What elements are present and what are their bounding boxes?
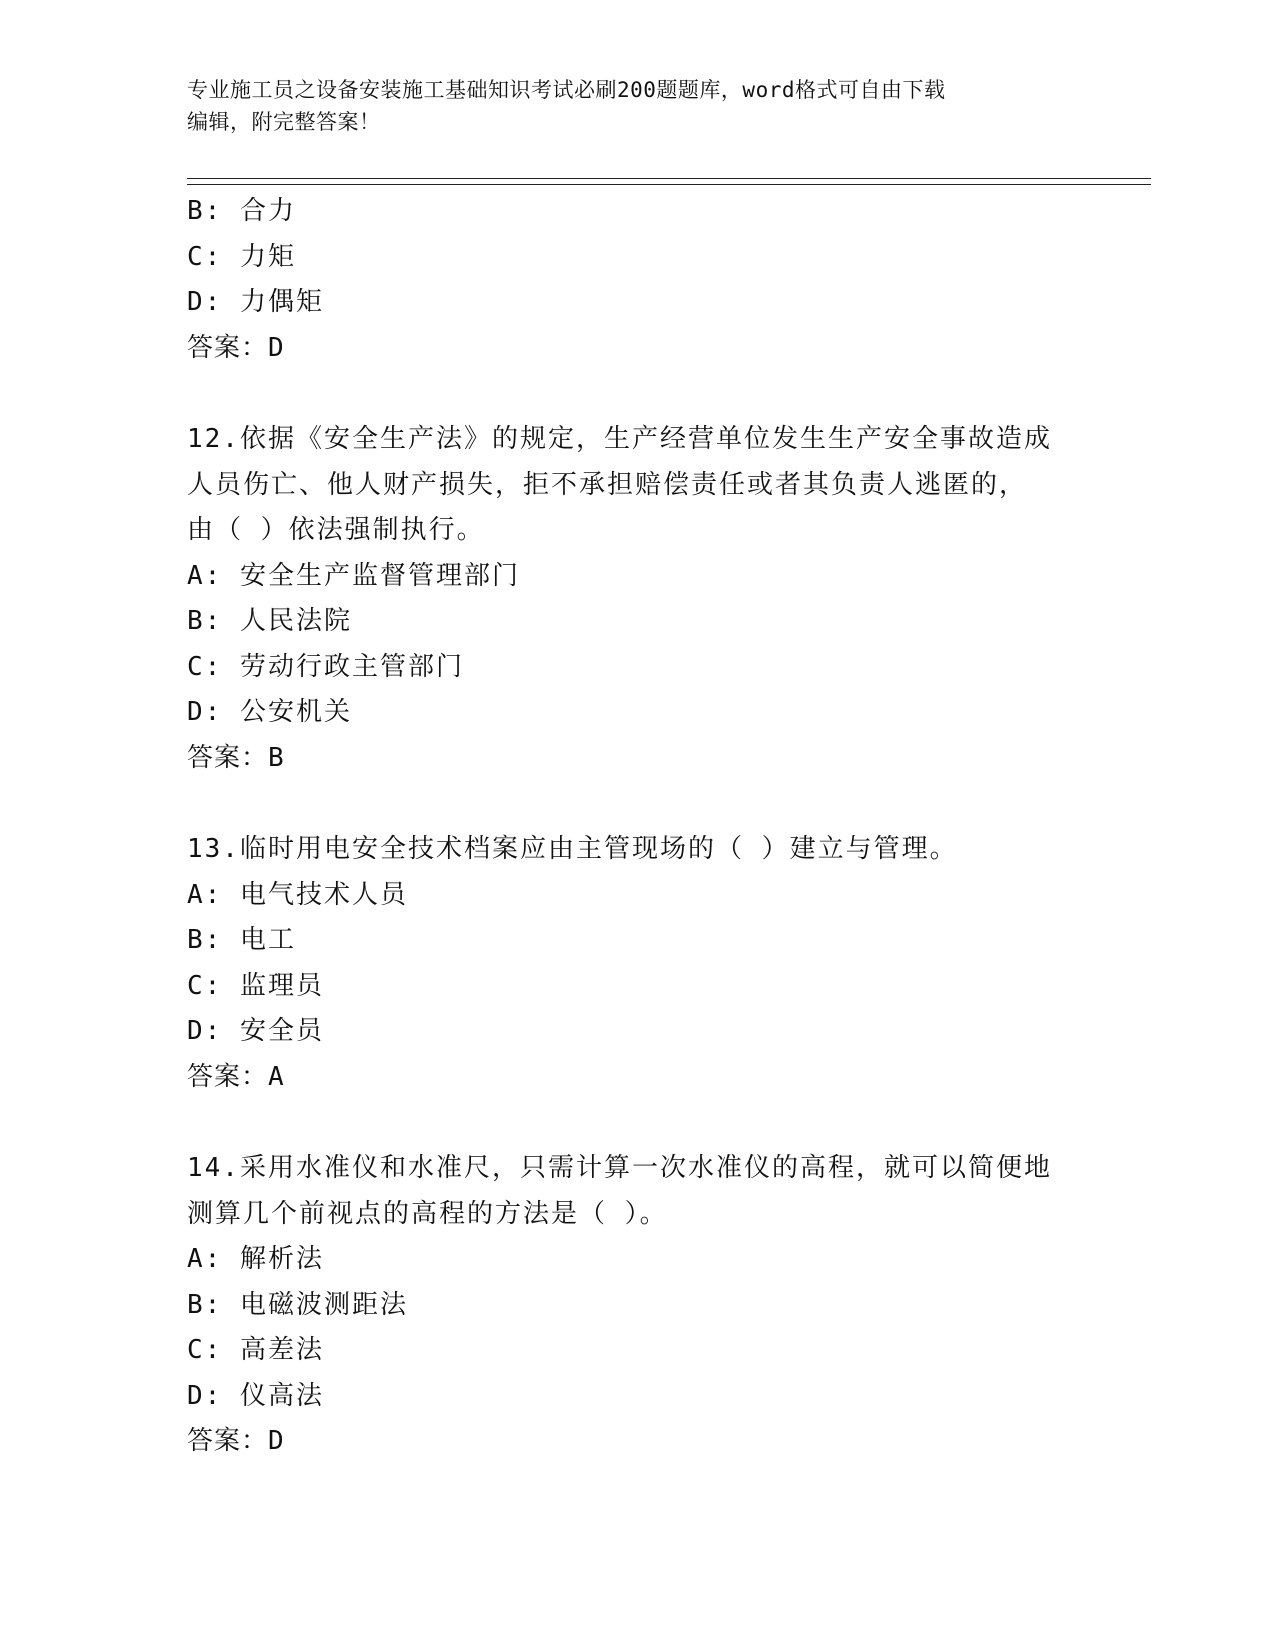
header-title-line-2: 编辑，附完整答案！ (187, 110, 381, 134)
question-text: 人员伤亡、他人财产损失，拒不承担赔偿责任或者其负责人逃匿的， (187, 469, 1028, 500)
previous-question-tail (187, 189, 1087, 371)
option-d: D: 公安机关 (187, 697, 352, 727)
answer-label: 答案：D (187, 1426, 285, 1456)
option-c: C: 力矩 (187, 241, 296, 272)
header-title-line-1: 专业施工员之设备安装施工基础知识考试必刷200题题库，word格式可自由下载 (187, 78, 946, 102)
option-d: D: 仪高法 (187, 1380, 324, 1411)
option-a: A: 安全生产监督管理部门 (187, 560, 520, 591)
spacer (187, 1100, 1087, 1146)
question-12 (187, 417, 1087, 781)
option-a: A: 解析法 (187, 1244, 324, 1274)
option-b: B: 人民法院 (187, 606, 352, 636)
option-a: A: 电气技术人员 (187, 879, 408, 910)
spacer (187, 781, 1087, 827)
question-13 (187, 827, 1087, 1100)
answer-label: 答案：A (187, 1061, 285, 1092)
answer-label: 答案：D (187, 332, 285, 363)
option-d: D: 力偶矩 (187, 287, 324, 317)
spacer (187, 371, 1087, 417)
option-c: C: 监理员 (187, 970, 324, 1001)
option-c: C: 高差法 (187, 1335, 324, 1365)
question-text: 测算几个前视点的高程的方法是（ ）。 (187, 1198, 668, 1229)
question-text: 14.采用水准仪和水准尺，只需计算一次水准仪的高程，就可以简便地 (187, 1153, 1052, 1183)
question-14 (187, 1146, 1087, 1465)
header-divider (187, 178, 1151, 185)
option-b: B: 电磁波测距法 (187, 1289, 408, 1320)
option-b: B: 合力 (187, 196, 296, 226)
question-text: 12.依据《安全生产法》的规定，生产经营单位发生生产安全事故造成 (187, 424, 1052, 454)
question-text: 13.临时用电安全技术档案应由主管现场的（ ）建立与管理。 (187, 834, 958, 864)
answer-label: 答案：B (187, 742, 285, 773)
option-c: C: 劳动行政主管部门 (187, 651, 464, 682)
page-header (187, 74, 1087, 138)
question-content (187, 189, 1087, 1465)
option-b: B: 电工 (187, 925, 296, 955)
option-d: D: 安全员 (187, 1016, 324, 1046)
question-text: 由（ ）依法强制执行。 (187, 515, 485, 545)
